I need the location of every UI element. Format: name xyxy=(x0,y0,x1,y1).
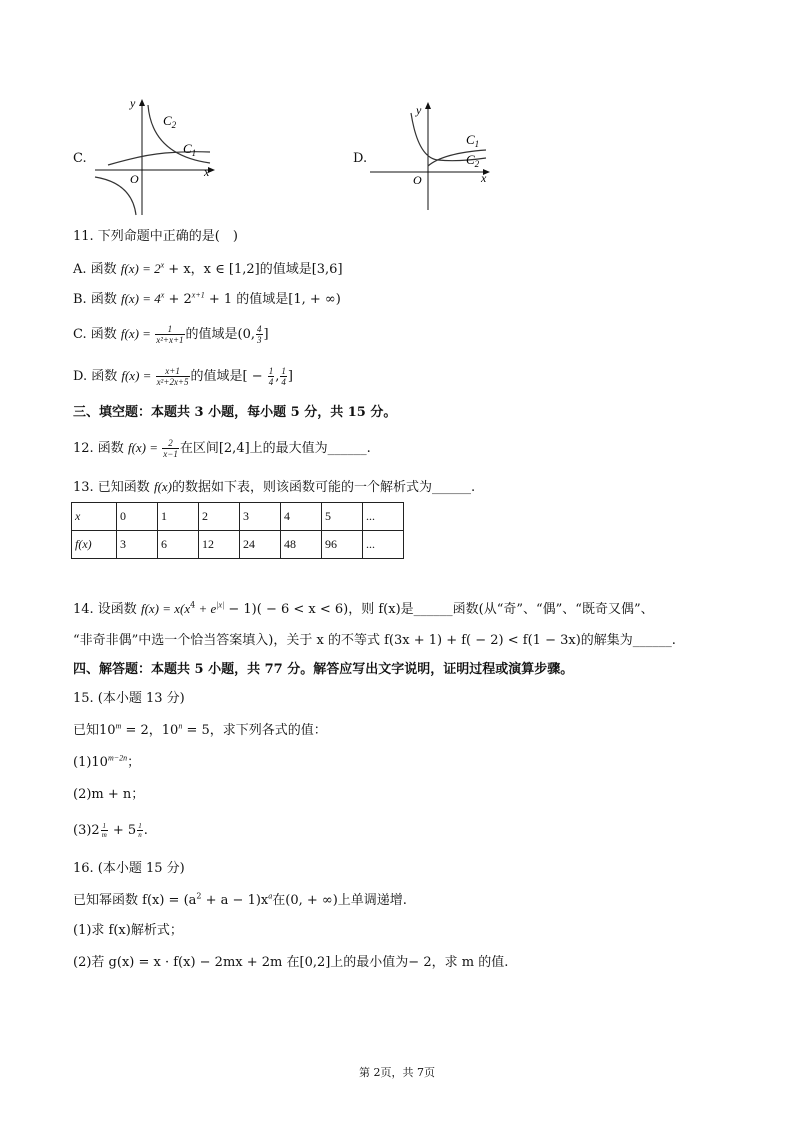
page-footer: 第 2页，共 7页 xyxy=(359,1066,435,1079)
graph-d xyxy=(368,98,498,213)
q11-option-d: D. 函数 f(x) = $\frac{x+1}{\text{x²+2x+5}}$ 的值域是[ − $\frac{1}{4}$ , $\frac{1}{4}$ ] xyxy=(73,366,293,387)
q15-part-3: (3)2 $\frac{1}{m}$ + 5 $\frac{1}{n}$ . xyxy=(73,822,148,839)
section-4-heading: 四、解答题：本题共 5 小题，共 77 分。解答应写出文字说明，证明过程或演算步骤。 xyxy=(73,662,574,677)
graph-d-origin: O xyxy=(413,173,422,187)
q16-given: 已知幂函数 $f(x) = (a^2 + a - 1)x^a$在(0, + ∞)上单调递增. xyxy=(73,891,407,908)
graph-c-c1-label: $C_1$ xyxy=(183,141,197,158)
q16-title: 16. (本小题 15 分) xyxy=(73,861,185,876)
q13-data-table xyxy=(71,502,404,559)
q16-part-1: (1)求 f(x)解析式； xyxy=(73,923,183,938)
q14-line-1: 14. 设函数 $f(x) = x(x^4 + e^{|x|} - 1)( - 6 < x < 6)$，则 f(x)是______函数(从“奇”、“偶”、“既奇又偶”、 xyxy=(73,600,654,617)
q12: 12. 函数 f(x) = $\frac{2}{x-1}$ 在区间[2,4]上的最大值为______. xyxy=(73,438,371,459)
graph-d-c2-label: $C_2$ xyxy=(466,152,480,169)
table-row: f(x) 3 6 12 24 48 96 ... xyxy=(72,531,404,559)
q11-c-fraction: $\frac{1}{\text{x²+x+1}}$ xyxy=(156,324,184,345)
q11-option-c: C. 函数 f(x) = $\frac{1}{\text{x²+x+1}}$ 的值域是(0, $\frac{4}{3}$ ] xyxy=(73,324,269,345)
q16-part-2: (2)若 g(x) = x · f(x) − 2mx + 2m 在[0,2]上的最小值为− 2，求 m 的值. xyxy=(73,955,509,970)
q13: 13. 已知函数 f(x)的数据如下表，则该函数可能的一个解析式为______. xyxy=(73,479,476,495)
option-d-label: D. xyxy=(353,151,368,166)
q11-d-fraction: $\frac{x+1}{\text{x²+2x+5}}$ xyxy=(156,366,189,387)
graph-c xyxy=(90,95,225,220)
section-3-heading: 三、填空题：本题共 3 小题，每小题 5 分，共 15 分。 xyxy=(73,405,397,420)
q15-given: 已知$10^m = 2$，$10^n = 5$，求下列各式的值： xyxy=(73,721,327,738)
graph-c-origin: O xyxy=(130,172,139,186)
q15-part-1: $(1)10^{m-2n}$； xyxy=(73,753,141,770)
graph-d-y-label: y xyxy=(416,103,422,117)
q14-line-2: “非奇非偶”中选一个恰当答案填入)，关于 x 的不等式 f(3x + 1) + f( − 2) < f(1 − 3x)的解集为______. xyxy=(73,633,676,648)
graph-c-c2-label: $C_2$ xyxy=(163,113,177,130)
q15-title: 15. (本小题 13 分) xyxy=(73,691,185,706)
option-c-label: C. xyxy=(73,151,87,166)
graph-d-x-label: x xyxy=(481,171,487,185)
graph-c-y-label: y xyxy=(130,96,136,110)
graph-d-c1-label: $C_1$ xyxy=(466,132,480,149)
q15-part-2: (2)m + n； xyxy=(73,787,145,802)
q11-option-b: B. 函数 $f(x) = 4^x + 2^{x+1} + 1$ 的值域是[1, + ∞) xyxy=(73,290,341,307)
q11-stem: 11. 下列命题中正确的是( ) xyxy=(73,229,238,244)
q11-option-a: A. 函数 $f(x) = 2^x + x$，x ∈ [1,2]的值域是[3,6] xyxy=(73,260,343,277)
table-row: x 0 1 2 3 4 5 ... xyxy=(72,503,404,531)
graph-c-x-label: x xyxy=(204,165,210,179)
graph-d-curve-c2 xyxy=(411,113,486,161)
